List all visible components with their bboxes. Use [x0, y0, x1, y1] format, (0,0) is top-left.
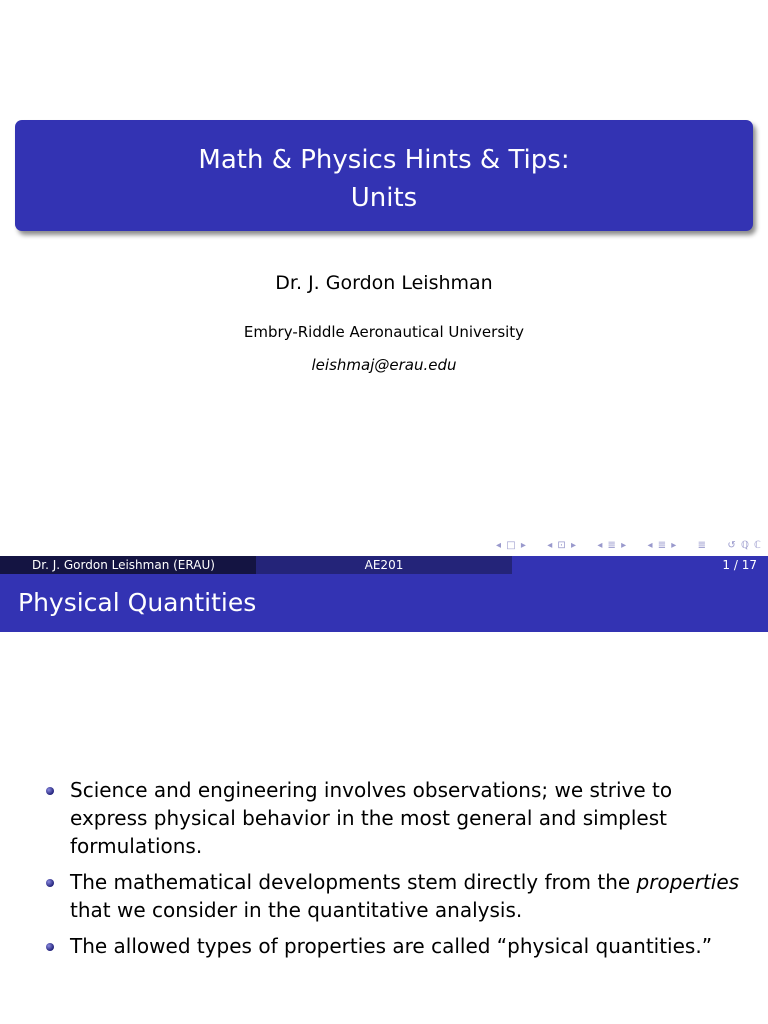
institution: Embry-Riddle Aeronautical University	[243, 323, 525, 341]
bullet-text-part: that we consider in the quantitative analysis.	[70, 898, 523, 922]
nav-subsubsection-icon[interactable]: ◂ ≣ ▸	[647, 539, 678, 551]
nav-list-icon[interactable]: ≣	[697, 539, 708, 551]
list-item	[46, 868, 746, 924]
bullet-text: Science and engineering involves observations; we strive to express physical behavior in the most general and simplest formulations.	[70, 778, 673, 858]
author-name: Dr. J. Gordon Leishman	[275, 272, 493, 294]
footer-page-number: 1 / 17	[512, 556, 768, 574]
bullet-icon	[46, 879, 54, 887]
nav-frame-icon[interactable]: ◂ □ ▸	[496, 539, 527, 551]
list-item	[46, 776, 746, 860]
bullet-text-part: The mathematical developments stem directly from the	[70, 870, 637, 894]
list-item	[46, 932, 746, 960]
author-email: leishmaj@erau.edu	[311, 356, 457, 374]
slide-title-line2: Units	[350, 183, 418, 213]
bullet-icon	[46, 787, 54, 795]
beamer-nav-controls	[496, 538, 762, 552]
bullet-text: The allowed types of properties are called “physical quantities.”	[70, 934, 713, 958]
nav-section-icon[interactable]: ◂ ⊡ ▸	[547, 539, 577, 551]
content-slide	[0, 556, 768, 1024]
bullet-icon	[46, 943, 54, 951]
emphasis-text: properties	[636, 870, 740, 894]
footer-course: AE201	[256, 556, 512, 574]
frame-title: Physical Quantities	[0, 574, 768, 632]
nav-search-icon[interactable]: ↺ ℚ ℂ	[727, 539, 762, 551]
title-box	[15, 120, 753, 231]
slide-title-line1: Math & Physics Hints & Tips:	[198, 145, 570, 175]
bullet-list	[46, 776, 746, 968]
nav-subsection-icon[interactable]: ◂ ≣ ▸	[597, 539, 628, 551]
footline	[0, 556, 768, 574]
footer-author: Dr. J. Gordon Leishman (ERAU)	[0, 556, 256, 574]
